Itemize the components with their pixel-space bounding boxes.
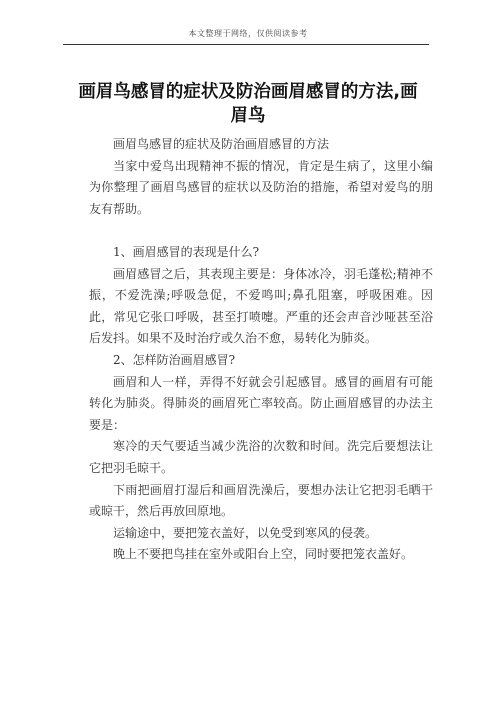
paragraph-prevention-transport: 运输途中，要把笼衣盖好，以免受到寒风的侵袭。 [113,525,378,540]
paragraph-intro: 当家中爱鸟出现精神不振的情况，肯定是生病了，这里小编为你整理了画眉鸟感冒的症状以及防治的措施，希望对爱鸟的朋友有帮助。 [89,158,433,216]
header-divider [63,44,429,45]
paragraph-prevention-rain: 下雨把画眉打湿后和画眉洗澡后，要想办法让它把羽毛晒干或晾干，然后再放回原地。 [89,482,433,519]
paragraph-subtitle: 画眉鸟感冒的症状及防治画眉感冒的方法 [113,137,330,151]
paragraph-prevention-intro: 画眉和人一样，弄得不好就会引起感冒。感冒的画眉有可能转化为肺炎。得肺炎的画眉死亡率较高。防止画眉感冒的办法主要是： [89,374,433,432]
section-heading-prevention: 2、怎样防治画眉感冒? [113,352,236,367]
document-title: 画眉鸟感冒的症状及防治画眉感冒的方法,画眉鸟 [78,82,418,126]
page-header-note: 本文整理于网络，仅供阅读参考 [188,29,308,38]
section-heading-symptoms: 1、画眉感冒的表现是什么? [113,244,260,259]
document-body [89,134,433,566]
paragraph-prevention-night: 晚上不要把鸟挂在室外或阳台上空，同时要把笼衣盖好。 [113,547,414,562]
paragraph-symptoms: 画眉感冒之后，其表现主要是：身体冰冷，羽毛蓬松;精神不振，不爱洗澡;呼吸急促，不爱鸣叫;鼻孔阻塞，呼吸困难。因此，常见它张口呼吸，甚至打喷嚏。严重的还会声音沙哑甚至浴后发抖。如果不及时治疗或久治不愈，易转化为肺炎。 [89,266,433,346]
paragraph-prevention-bathing: 寒冷的天气要适当减少洗浴的次数和时间。洗完后要想法让它把羽毛晾干。 [89,439,433,475]
